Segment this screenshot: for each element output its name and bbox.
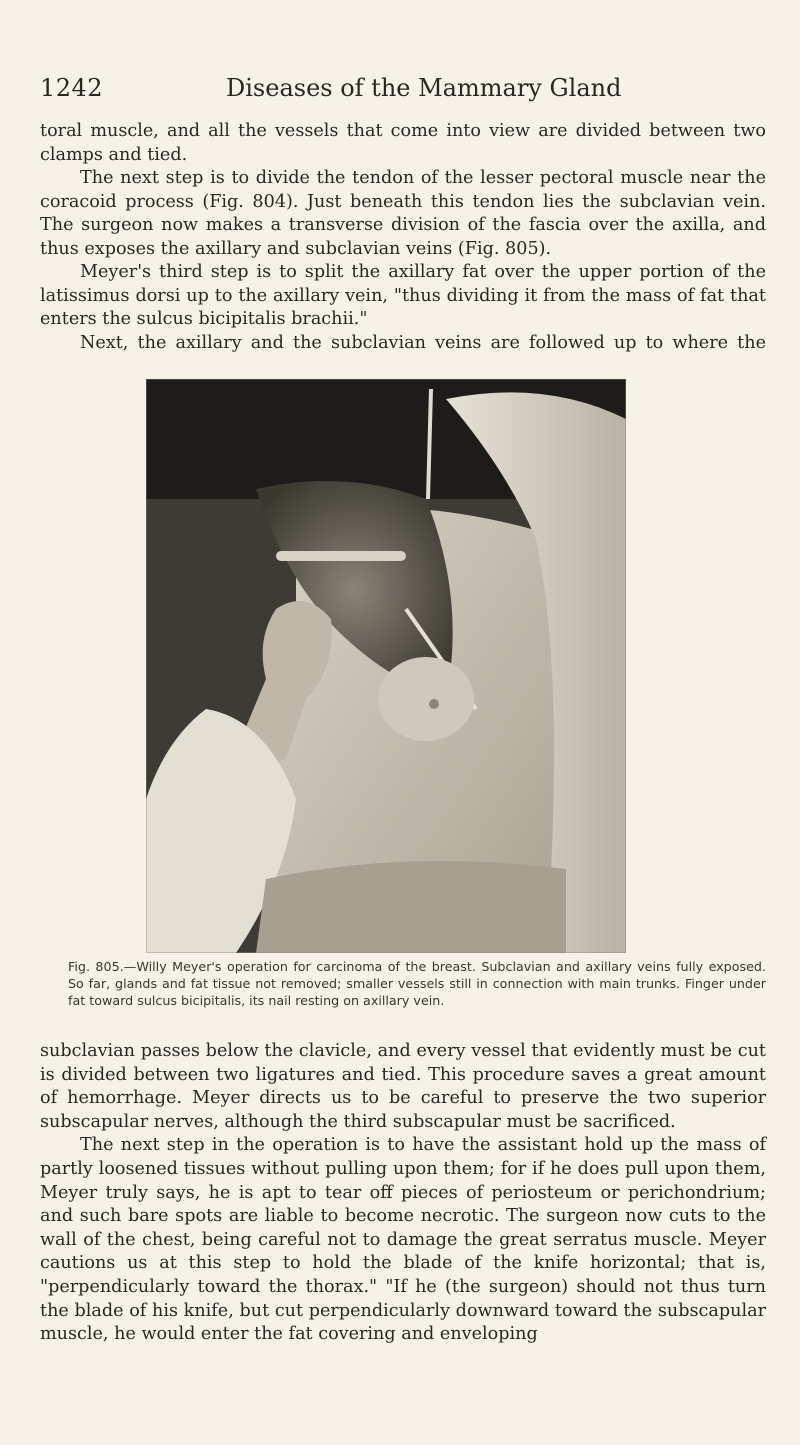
- surgical-photograph: [146, 379, 626, 953]
- running-head: Diseases of the Mammary Gland: [226, 74, 622, 102]
- figure-caption: [40, 959, 766, 1009]
- caption-text: Fig. 805.—Willy Meyer's operation for carcinoma of the breast. Subclavian and axillary veins fully exposed. So far, glands and fat tissue not removed; smaller vessels still in connection with main trunks. Finger under fat toward sulcus bicipitalis, its nail resting on axillary vein.: [68, 959, 766, 1008]
- text-block-top: [40, 120, 766, 355]
- photograph-illustration: [146, 379, 626, 953]
- page-header: [40, 74, 760, 114]
- paragraph: The next step in the operation is to have the assistant hold up the mass of partly loosened tissues without pulling upon them; for if he does pull upon them, Meyer truly says, he is apt to tear off pieces of periosteum or perichondrium; and such bare spots are liable to become necrotic. The surgeon now cuts to the wall of the chest, being careful not to damage the great serratus muscle. Meyer cautions us at this step to hold the blade of the knife horizontal; that is, "perpendicularly toward the thorax." "If he (the surgeon) should not thus turn the blade of his knife, but cut perpendicularly downward toward the subscapular muscle, he would enter the fat covering and enveloping: [40, 1135, 766, 1345]
- paragraph: The next step is to divide the tendon of the lesser pectoral muscle near the coracoid process (Fig. 804). Just beneath this tendon lies the subclavian vein. The surgeon now makes a transverse division of the fascia over the axilla, and thus exposes the axillary and subclavian veins (Fig. 805).: [40, 168, 766, 259]
- paragraph: Next, the axillary and the subclavian veins are followed up to where the: [80, 332, 766, 353]
- paragraph: Meyer's third step is to split the axillary fat over the upper portion of the latissimus dorsi up to the axillary vein, "thus dividing it from the mass of fat that enters the sulcus bicipitalis brachii.": [40, 262, 766, 329]
- text-block-bottom: [40, 1040, 766, 1347]
- paragraph: subclavian passes below the clavicle, and every vessel that evidently must be cut is divided between two ligatures and tied. This procedure saves a great amount of hemorrhage. Meyer directs us to be careful to preserve the two superior subscapular nerves, although the third subscapular must be sacrificed.: [40, 1041, 766, 1132]
- page-number: 1242: [40, 74, 104, 102]
- paragraph: toral muscle, and all the vessels that come into view are divided between two clamps and tied.: [40, 121, 766, 165]
